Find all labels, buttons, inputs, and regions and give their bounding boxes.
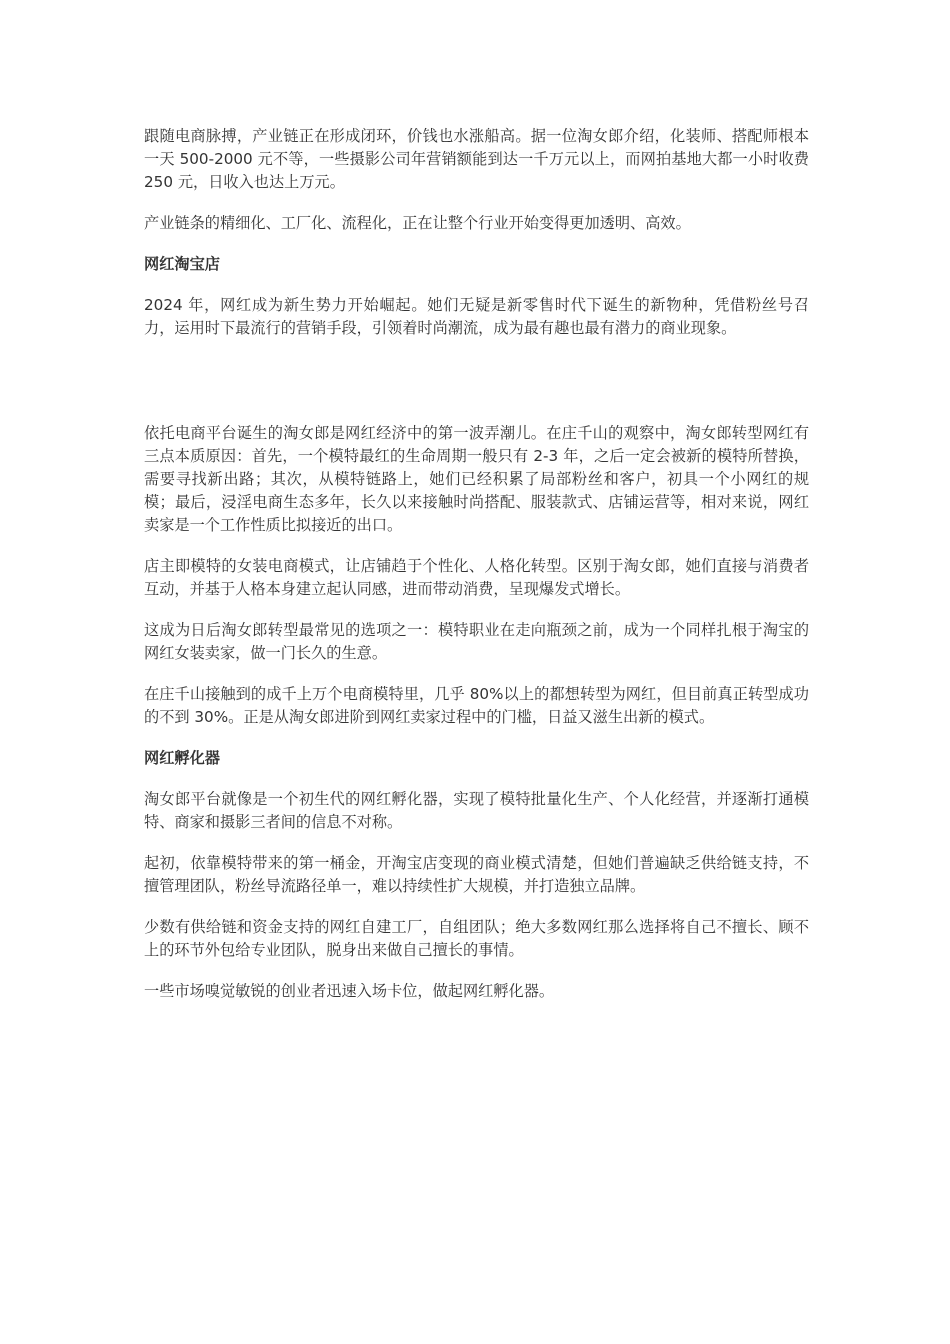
paragraph-transition-rate: 在庄千山接触到的成千上万个电商模特里，几乎 80%以上的都想转型为网红，但目前真正转型成功的不到 30%。正是从淘女郎进阶到网红卖家过程中的门槛，日益又滋生出新的模式。	[144, 685, 809, 726]
paragraph-influencer-rise: 2024 年，网红成为新生势力开始崛起。她们无疑是新零售时代下诞生的新物种，凭借粉丝号召力，运用时下最流行的营销手段，引领着时尚潮流，成为最有趣也最有潜力的商业现象。	[144, 296, 809, 337]
paragraph-industry-refinement: 产业链条的精细化、工厂化、流程化，正在让整个行业开始变得更加透明、高效。	[144, 214, 691, 232]
paragraph-owner-model-mode: 店主即模特的女装电商模式，让店铺趋于个性化、人格化转型。区别于淘女郎，她们直接与消费者互动，并基于人格本身建立起认同感，进而带动消费，呈现爆发式增长。	[144, 557, 809, 598]
paragraph-entrepreneurs-enter: 一些市场嗅觉敏锐的创业者迅速入场卡位，做起网红孵化器。	[144, 982, 555, 1000]
blank-space	[144, 358, 809, 422]
document-page	[144, 125, 809, 1021]
paragraph-industry-chain-prices: 跟随电商脉搏，产业链正在形成闭环，价钱也水涨船高。据一位淘女郎介绍，化装师、搭配师根本一天 500-2000 元不等，一些摄影公司年营销额能到达一千万元以上，而网拍基地大都一小时收费 250 元，日收入也达上万元。	[144, 127, 809, 191]
paragraph-taobao-models-transition: 依托电商平台诞生的淘女郎是网红经济中的第一波弄潮儿。在庄千山的观察中，淘女郎转型网红有三点本质原因：首先，一个模特最红的生命周期一般只有 2-3 年，之后一定会被新的模特所替换，需要寻找新出路；其次，从模特链路上，她们已经积累了局部粉丝和客户，初具一个小网红的规模；最后，浸淫电商生态多年，长久以来接触时尚搭配、服装款式、店铺运营等，相对来说，网红卖家是一个工作性质比拟接近的出口。	[144, 424, 809, 534]
paragraph-common-option: 这成为日后淘女郎转型最常见的选项之一：模特职业在走向瓶颈之前，成为一个同样扎根于淘宝的网红女装卖家，做一门长久的生意。	[144, 621, 809, 662]
paragraph-outsourcing: 少数有供给链和资金支持的网红自建工厂，自组团队；绝大多数网红那么选择将自己不擅长、顾不上的环节外包给专业团队，脱身出来做自己擅长的事情。	[144, 918, 809, 959]
paragraph-platform-incubator: 淘女郎平台就像是一个初生代的网红孵化器，实现了模特批量化生产、个人化经营，并逐渐打通模特、商家和摄影三者间的信息不对称。	[144, 790, 809, 831]
section-heading-influencer-taobao-store: 网红淘宝店	[144, 255, 220, 273]
section-heading-influencer-incubator: 网红孵化器	[144, 749, 220, 767]
paragraph-early-business-model: 起初，依靠模特带来的第一桶金，开淘宝店变现的商业模式清楚，但她们普遍缺乏供给链支持，不擅管理团队，粉丝导流路径单一，难以持续性扩大规模，并打造独立品牌。	[144, 854, 809, 895]
